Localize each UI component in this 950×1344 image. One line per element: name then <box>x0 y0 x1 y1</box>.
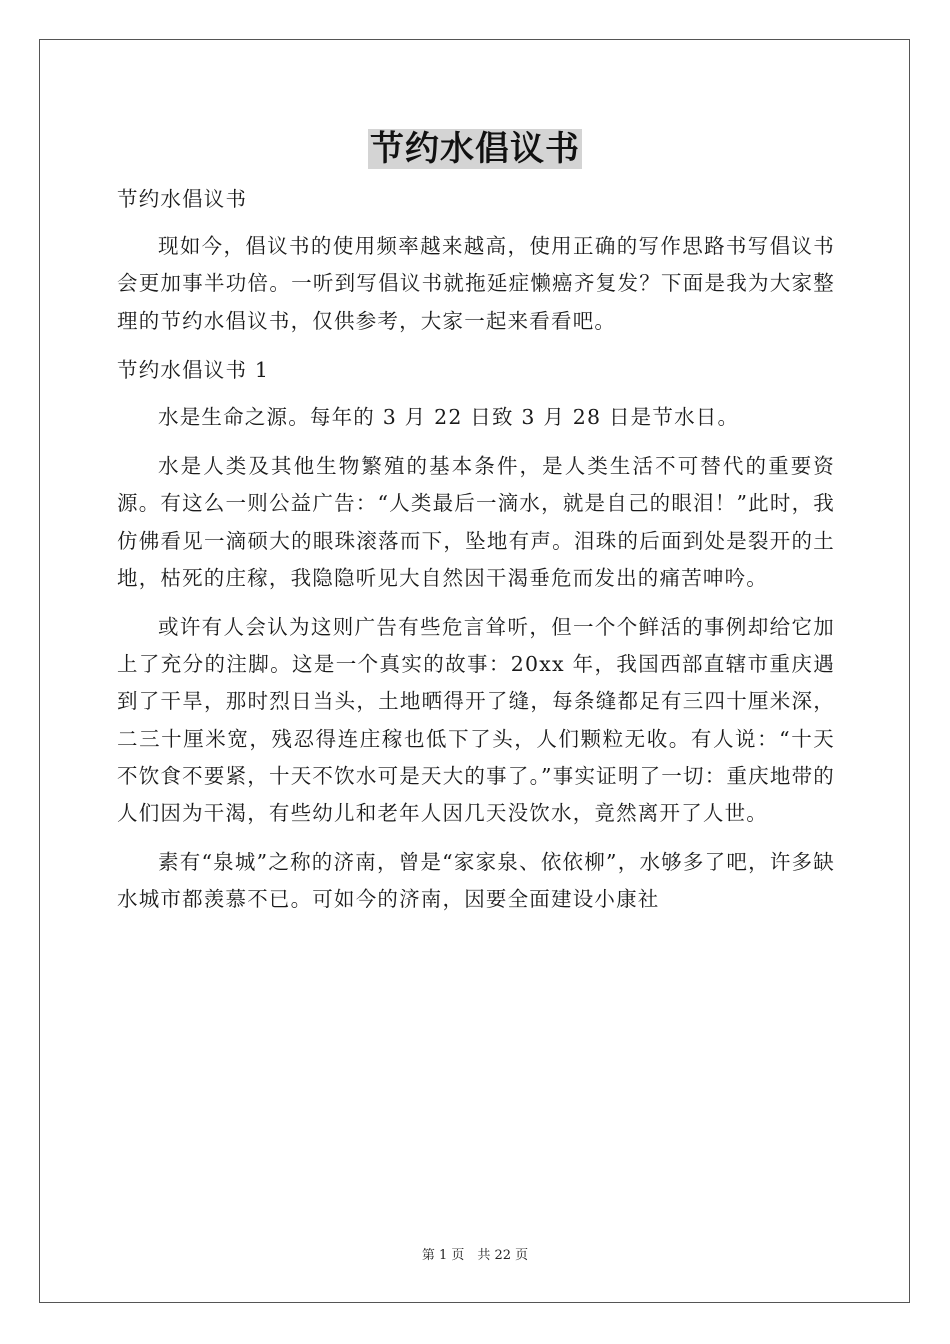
section-paragraph-3: 或许有人会认为这则广告有些危言耸听，但一个个鲜活的事例却给它加上了充分的注脚。这是一个真实的故事：20xx 年，我国西部直辖市重庆遇到了干旱，那时烈日当头，土地晒得开了缝，每条缝都足有三四十厘米深，二三十厘米宽，残忍得连庄稼也低下了头，人们颗粒无收。有人说：“十天不饮食不要紧，十天不饮水可是天大的事了。”事实证明了一切：重庆地带的人们因为干渴，有些幼儿和老年人因几天没饮水，竟然离开了人世。 <box>117 615 835 826</box>
section-heading: 节约水倡议书 1 <box>117 357 270 382</box>
document-title <box>0 126 950 172</box>
intro-paragraph: 现如今，倡议书的使用频率越来越高，使用正确的写作思路书写倡议书会更加事半功倍。一听到写倡议书就拖延症懒癌齐复发？下面是我为大家整理的节约水倡议书，仅供参考，大家一起来看看吧。 <box>117 234 835 333</box>
page-footer <box>0 1247 950 1265</box>
document-subtitle: 节约水倡议书 <box>117 187 248 211</box>
section-paragraph-2: 水是人类及其他生物繁殖的基本条件，是人类生活不可替代的重要资源。有这么一则公益广告：“人类最后一滴水，就是自己的眼泪！”此时，我仿佛看见一滴硕大的眼珠滚落而下，坠地有声。泪珠的后面到处是裂开的土地，枯死的庄稼，我隐隐听见大自然因干渴垂危而发出的痛苦呻吟。 <box>117 454 835 590</box>
document-title-text: 节约水倡议书 <box>370 129 580 169</box>
document-body <box>117 181 835 931</box>
page-number-label: 第 1 页 共 22 页 <box>421 1248 529 1263</box>
section-paragraph-1: 水是生命之源。每年的 3 月 22 日致 3 月 28 日是节水日。 <box>158 405 740 430</box>
section-paragraph-4: 素有“泉城”之称的济南，曾是“家家泉、依依柳”，水够多了吧，许多缺水城市都羡慕不已。可如今的济南，因要全面建设小康社 <box>117 850 835 912</box>
